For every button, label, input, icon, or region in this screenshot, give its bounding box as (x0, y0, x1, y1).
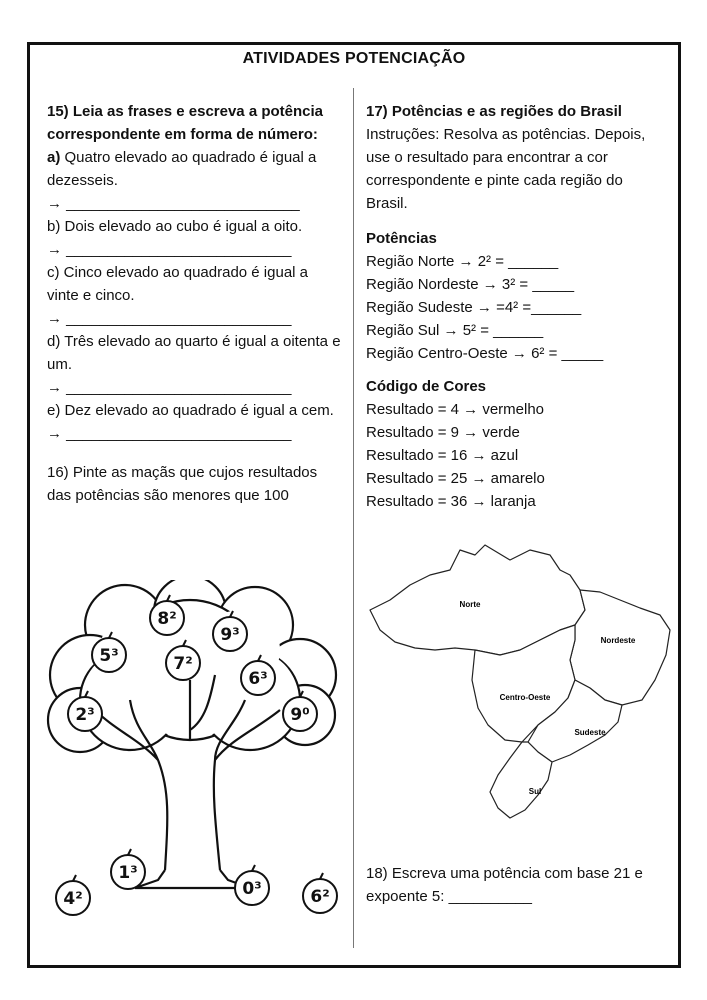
svg-text:9³: 9³ (220, 625, 240, 645)
svg-text:8²: 8² (157, 609, 177, 629)
q15-e-answer[interactable]: → ___________________________ (47, 425, 292, 442)
label-nordeste: Nordeste (600, 636, 636, 645)
apple-tree-illustration (40, 580, 340, 940)
label-centro-oeste: Centro-Oeste (499, 693, 551, 702)
right-column (366, 100, 666, 513)
label-norte: Norte (459, 600, 481, 609)
svg-text:1³: 1³ (118, 863, 138, 883)
q15-a-answer[interactable]: → ____________________________ (47, 195, 300, 212)
apple-1-cubed[interactable] (111, 849, 145, 889)
q15-d-text: d) Três elevado ao quarto é igual a oitenta e um. (47, 333, 341, 373)
label-sul: Sul (528, 787, 542, 796)
q15-a-prefix: a) (47, 149, 61, 166)
q17-heading: 17) Potências e as regiões do Brasil (366, 103, 622, 120)
svg-text:2³: 2³ (75, 705, 95, 725)
color-code-16: Resultado = 16 → azul (366, 447, 519, 464)
power-sul[interactable]: Região Sul → 5² = ______ (366, 322, 544, 339)
column-divider (353, 88, 354, 948)
powers-heading: Potências (366, 230, 437, 247)
svg-text:9⁰: 9⁰ (290, 705, 310, 725)
apple-0-cubed[interactable] (235, 865, 269, 905)
q15-c-text: c) Cinco elevado ao quadrado é igual a vinte e cinco. (47, 264, 309, 304)
power-sudeste[interactable]: Região Sudeste → =4² =______ (366, 299, 582, 316)
page-title: ATIVIDADES POTENCIAÇÃO (242, 50, 466, 67)
svg-text:4²: 4² (63, 889, 83, 909)
q17-instructions: Instruções: Resolva as potências. Depois, use o resultado para encontrar a cor correspondente e pinte cada região do Brasil. (366, 126, 646, 212)
tree-base (135, 870, 250, 888)
brazil-regions-map (360, 530, 680, 830)
power-norte[interactable]: Região Norte → 2² = ______ (366, 253, 559, 270)
left-column (47, 100, 342, 507)
q15-b-text: b) Dois elevado ao cubo é igual a oito. (47, 218, 303, 235)
power-nordeste[interactable]: Região Nordeste → 3² = _____ (366, 276, 575, 293)
svg-text:6³: 6³ (248, 669, 268, 689)
power-centro-oeste[interactable]: Região Centro-Oeste → 6² = _____ (366, 345, 604, 362)
q18-text[interactable]: 18) Escreva uma potência com base 21 e expoente 5: __________ (366, 865, 643, 905)
color-code-9: Resultado = 9 → verde (366, 424, 520, 441)
color-codes-heading: Código de Cores (366, 378, 487, 395)
svg-text:0³: 0³ (242, 879, 262, 899)
label-sudeste: Sudeste (574, 728, 606, 737)
svg-text:6²: 6² (310, 887, 330, 907)
apple-6-squared[interactable] (303, 873, 337, 913)
q16-text: 16) Pinte as maçãs que cujos resultados das potências são menores que 100 (47, 464, 318, 504)
q15-b-answer[interactable]: → ___________________________ (47, 241, 292, 258)
color-code-36: Resultado = 36 → laranja (366, 493, 536, 510)
svg-text:7²: 7² (173, 654, 193, 674)
q15-d-answer[interactable]: → ___________________________ (47, 379, 292, 396)
q15-item-a (47, 146, 342, 192)
color-code-4: Resultado = 4 → vermelho (366, 401, 545, 418)
apple-4-squared[interactable] (56, 875, 90, 915)
color-code-25: Resultado = 25 → amarelo (366, 470, 545, 487)
svg-text:5³: 5³ (99, 646, 119, 666)
q15-heading: 15) Leia as frases e escreva a potência correspondente em forma de número: (47, 103, 324, 143)
q15-c-answer[interactable]: → ___________________________ (47, 310, 292, 327)
q15-a-text: Quatro elevado ao quadrado é igual a dezesseis. (47, 149, 317, 189)
q15-e-text: e) Dez elevado ao quadrado é igual a cem. (47, 402, 334, 419)
